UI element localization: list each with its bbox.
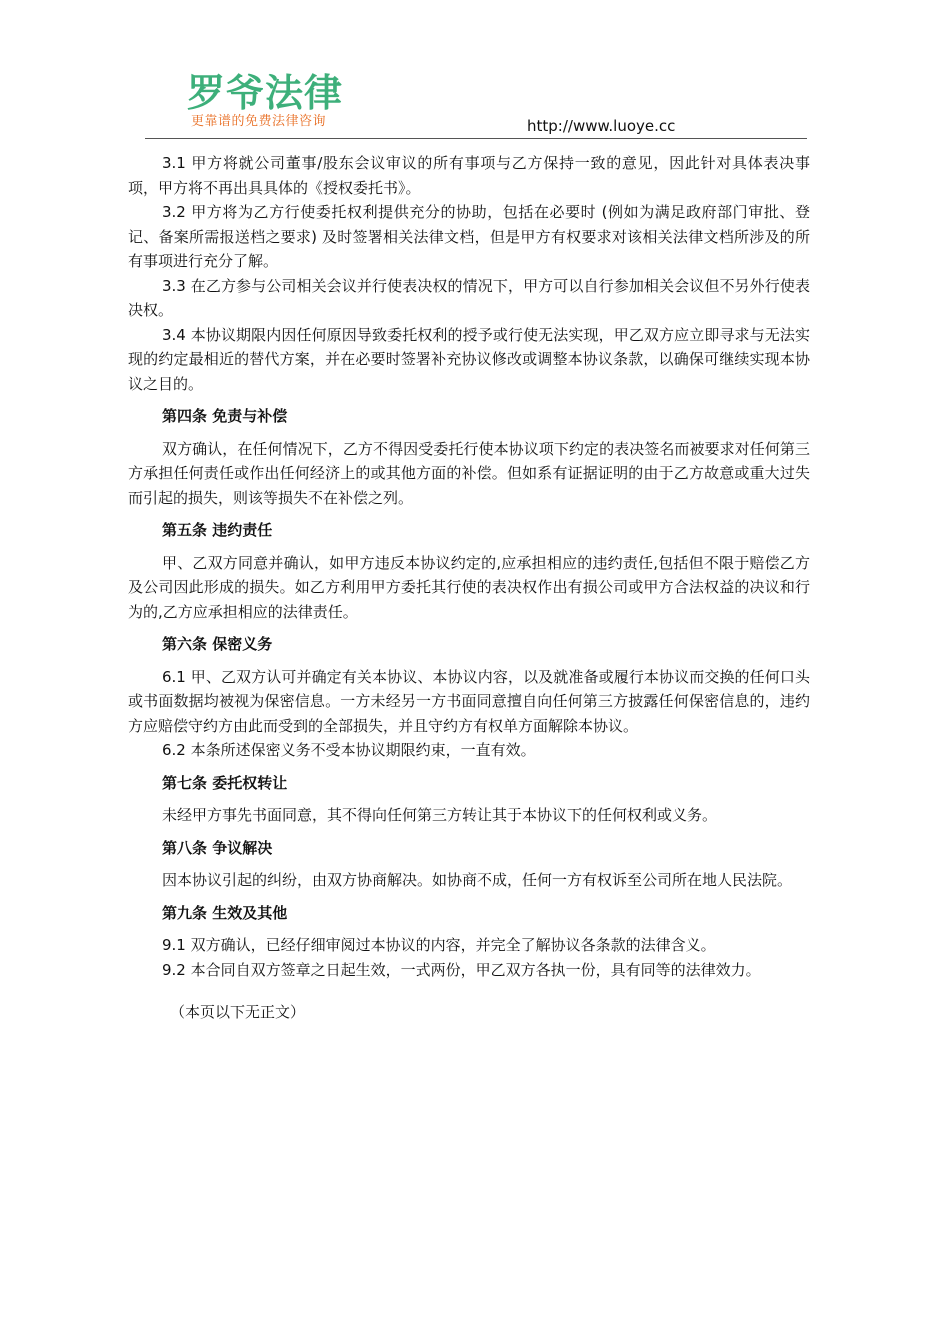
- article-5-heading: 第五条 违约责任: [162, 521, 273, 539]
- clause-6-2: 6.2 本条所述保密义务不受本协议期限约束，一直有效。: [162, 741, 536, 759]
- article-5-text: 甲、乙双方同意并确认，如甲方违反本协议约定的,应承担相应的违约责任,包括但不限于赔偿乙方及公司因此形成的损失。如乙方利用甲方委托其行使的表决权作出有损公司或甲方合法权益的决议和行为的,乙方应承担相应的法律责任。: [128, 553, 810, 621]
- article-7-heading: 第七条 委托权转让: [162, 773, 288, 792]
- article-8-heading: 第八条 争议解决: [162, 838, 273, 857]
- article-8-text: 因本协议引起的纠纷，由双方协商解决。如协商不成，任何一方有权诉至公司所在地人民法院。: [162, 871, 793, 889]
- article-9-heading: 第九条 生效及其他: [162, 903, 288, 922]
- article-6-heading: 第六条 保密义务: [162, 635, 273, 653]
- clause-9-1: 9.1 双方确认，已经仔细审阅过本协议的内容，并完全了解协议各条款的法律含义。: [162, 936, 716, 954]
- clause-3-4: 3.4 本协议期限内因任何原因导致委托权利的授予或行使无法实现，甲乙双方应立即寻求与无法实现的约定最相近的替代方案，并在必要时签署补充协议修改或调整本协议条款，以确保可继续实现本协议之目的。: [128, 325, 810, 393]
- clause-3-1: 3.1 甲方将就公司董事/股东会议审议的所有事项与乙方保持一致的意见，因此针对具体表决事项，甲方将不再出具具体的《授权委托书》。: [128, 154, 810, 197]
- site-url[interactable]: http://www.luoye.cc: [527, 117, 676, 135]
- page-header: [145, 60, 807, 140]
- header-divider: [145, 138, 807, 139]
- clause-3-3: 3.3 在乙方参与公司相关会议并行使表决权的情况下，甲方可以自行参加相关会议但不另外行使表决权。: [128, 276, 810, 319]
- clause-9-2: 9.2 本合同自双方签章之日起生效，一式两份，甲乙双方各执一份，具有同等的法律效力。: [162, 960, 761, 979]
- logo: [187, 70, 343, 130]
- clause-3-2: 3.2 甲方将为乙方行使委托权利提供充分的协助，包括在必要时 (例如为满足政府部门审批、登记、备案所需报送档之要求) 及时签署相关法律文档，但是甲方有权要求对该相关法律文档所涉及的所有事项进行充分了解。: [128, 203, 810, 270]
- article-4-text: 双方确认，在任何情况下，乙方不得因受委托行使本协议项下约定的表决签名而被要求对任何第三方承担任何责任或作出任何经济上的或其他方面的补偿。但如系有证据证明的由于乙方故意或重大过失而引起的损失，则该等损失不在补偿之列。: [128, 439, 810, 507]
- document-body: [128, 151, 810, 1025]
- clause-6-1: 6.1 甲、乙双方认可并确定有关本协议、本协议内容，以及就准备或履行本协议而交换的任何口头或书面数据均被视为保密信息。一方未经另一方书面同意擅自向任何第三方披露任何保密信息的，违约方应赔偿守约方由此而受到的全部损失，并且守约方有权单方面解除本协议。: [128, 667, 810, 735]
- logo-name: 罗爷法律: [187, 71, 344, 115]
- article-4-heading: 第四条 免责与补偿: [162, 407, 288, 425]
- end-note: （本页以下无正文）: [170, 1003, 306, 1021]
- article-7-text: 未经甲方事先书面同意，其不得向任何第三方转让其于本协议下的任何权利或义务。: [162, 806, 718, 824]
- logo-tagline: 更靠谱的免费法律咨询: [191, 114, 327, 129]
